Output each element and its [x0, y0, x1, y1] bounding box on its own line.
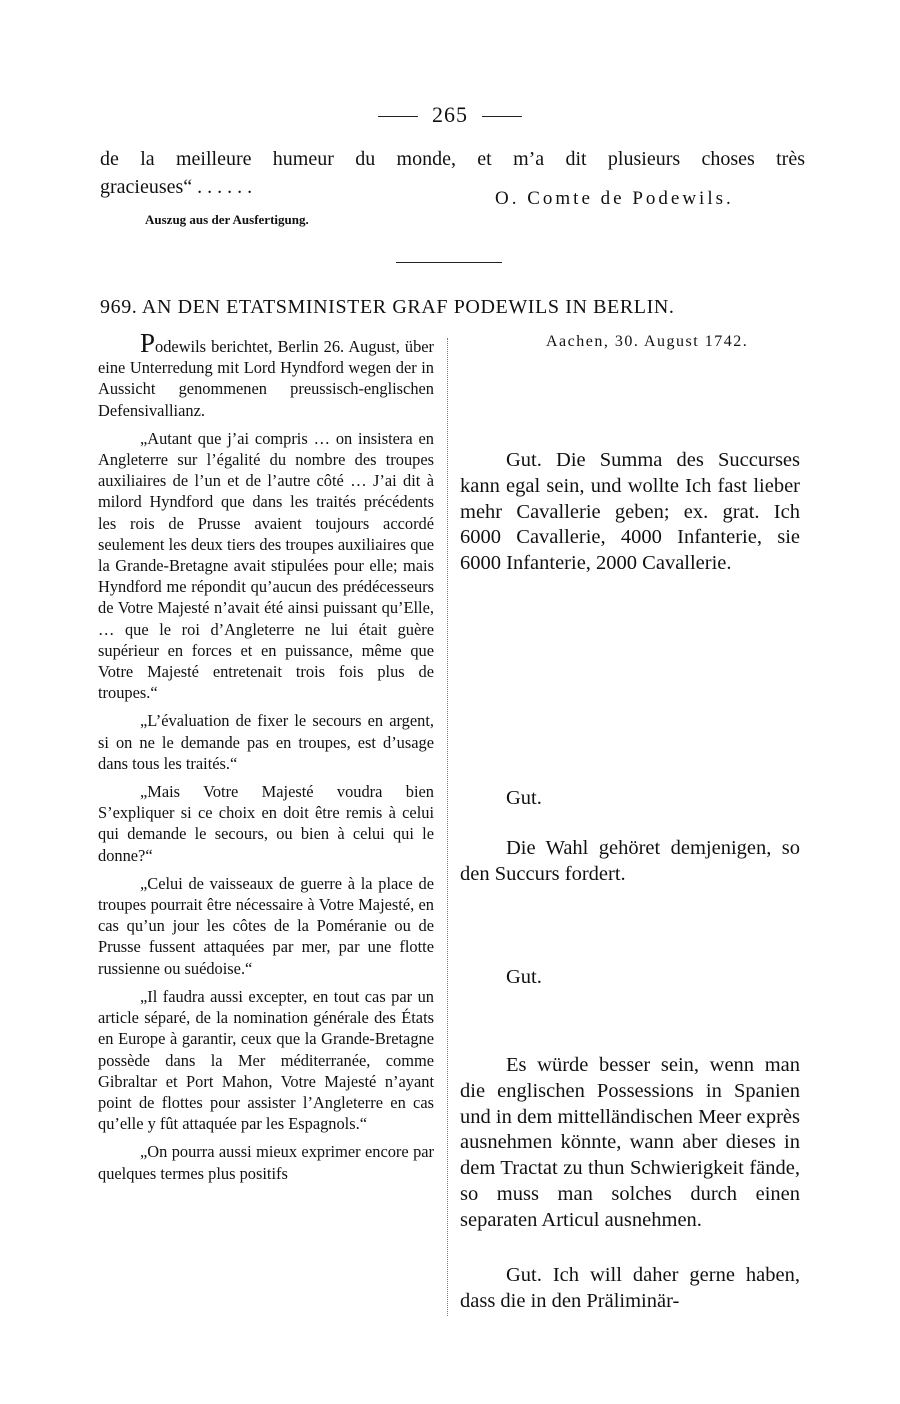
report-quote: „Autant que j’ai compris … on insistera en Angleterre sur l’égalité du nombre des troupes auxiliaires de l’un et de l’autre côté … J’ai dit à milord Hyndford que dans les traités précédents les rois de Prusse avaient toujours accordé seulement les deux tiers des troupes auxiliaires que la Grande-Bretagne avait stipulées pour elle; mais Hyndford me répondit qu’aucun des prédécesseurs de Votre Majesté n’avait été ainsi puissant qu’Elle, … que le roi d’Angleterre ne lui était guère supérieur en forces et en puissance, même que Votre Majesté entretenait trois fois plus de troupes.“ — [98, 428, 434, 703]
section-separator — [396, 262, 502, 263]
report-quote: „L’évaluation de fixer le secours en argent, si on ne le demande pas en troupes, est d’usage dans tous les traités.“ — [98, 711, 434, 773]
response-text: Die Wahl gehöret demjenigen, so den Succurs fordert. — [460, 837, 800, 885]
response-1 — [460, 448, 800, 577]
report-quote: „Celui de vaisseaux de guerre à la place de troupes pourrait être nécessaire à Votre Majesté, en cas qu’un jour les côtes de la Poméranie ou de Prusse fussent attaquées par mer, par une flotte russienne ou suédoise.“ — [98, 873, 434, 978]
response-4 — [460, 965, 800, 991]
response-6 — [460, 1263, 800, 1315]
column-divider — [447, 338, 448, 1316]
response-5 — [460, 1053, 800, 1234]
report-quote: „On pourra aussi mieux exprimer encore par quelques termes plus positifs — [98, 1142, 434, 1183]
page-number-dash-right — [482, 116, 522, 117]
response-text: Gut. Ich will daher gerne haben, dass die in den Präliminär- — [460, 1264, 800, 1312]
response-text: Gut. — [506, 966, 542, 988]
place-date: Aachen, 30. August 1742. — [546, 333, 749, 350]
intro-line-1: de la meilleure humeur du monde, et m’a dit plusieurs choses très — [100, 148, 805, 170]
response-text: Gut. — [506, 787, 542, 809]
page-number-dash-left — [378, 116, 418, 117]
report-quote: „Il faudra aussi excepter, en tout cas par un article séparé, de la nomination générale des États en Europe à garantir, ceux que la Grande-Bretagne possède dans la Mer méditerranée, comme Gibraltar et Port Mahon, Votre Majesté n’ayant point de flottes pour assister l’Angleterre en cas qu’elle y fût attaquée par les Espagnols.“ — [98, 986, 434, 1134]
source-note: Auszug aus der Ausfertigung. — [145, 212, 309, 227]
intro-line-2: gracieuses“ . . . . . . — [100, 176, 253, 198]
report-summary-text: odewils berichtet, Berlin 26. August, über eine Unterredung mit Lord Hyndford wegen der in Aussicht genommenen preussisch-englischen Defensivallianz. — [98, 337, 434, 420]
page-number-text: 265 — [432, 102, 468, 127]
response-2 — [460, 786, 800, 812]
signature: O. Comte de Podewils. — [495, 188, 734, 209]
report-initial: P — [140, 328, 156, 358]
response-text: Gut. Die Summa des Succurses kann egal sein, und wollte Ich fast lieber mehr Cavallerie geben; ex. grat. Ich 6000 Cavallerie, 4000 Infanterie, sie 6000 Infanterie, 2000 Cavallerie. — [460, 449, 800, 575]
report-column — [98, 328, 434, 1191]
document-title: AN DEN ETATSMINISTER GRAF PODEWILS IN BERLIN. — [141, 296, 675, 318]
response-text: Es würde besser sein, wenn man die englischen Possessions in Spanien und in dem mittelländischen Meer exprès ausnehmen könnte, wann aber dieses in dem Tractat zu thun Schwierigkeit fände, so muss man solches durch einen separaten Articul ausnehmen. — [460, 1054, 800, 1231]
document-number: 969. — [100, 296, 138, 318]
report-quote: „Mais Votre Majesté voudra bien S’expliquer si ce choix en doit être remis à celui qui demande le secours, ou bien à celui qui le donne?“ — [98, 782, 434, 865]
page-number — [0, 102, 900, 128]
response-3 — [460, 836, 800, 888]
document-heading — [100, 296, 805, 319]
report-summary — [98, 328, 434, 421]
